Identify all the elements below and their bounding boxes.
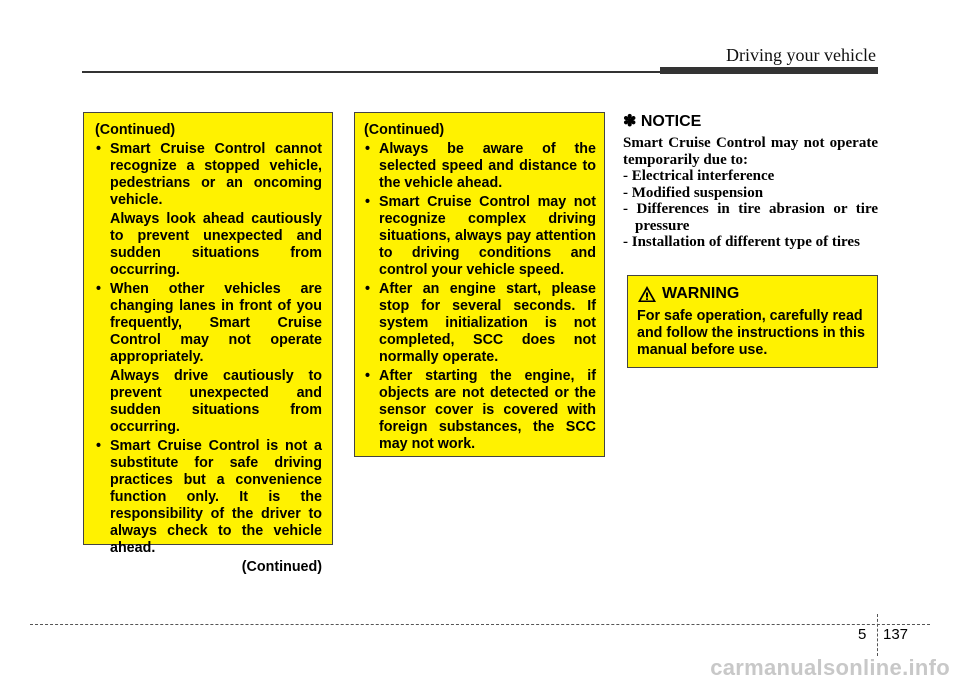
- warning-triangle-icon: [637, 285, 657, 303]
- list-item: - Differences in tire abrasion or tire pressure: [623, 201, 878, 234]
- list-item: - Installation of different type of tires: [623, 234, 860, 250]
- warning-title: WARNING: [662, 285, 740, 302]
- warning-box: [627, 275, 878, 368]
- chapter-number: 5: [858, 626, 867, 643]
- paragraph: • Smart Cruise Control cannot recognize a stopped vehicle, pedestrians or an oncoming vehicle.: [110, 141, 322, 208]
- paragraph: • Always be aware of the selected speed and distance to the vehicle ahead.: [379, 141, 596, 191]
- list-item: [364, 368, 596, 453]
- page-header-title: Driving your vehicle: [726, 45, 876, 65]
- notice-body: [623, 135, 878, 251]
- list-item: [95, 438, 322, 557]
- continued-label: (Continued): [241, 559, 322, 575]
- continued-label: (Continued): [364, 122, 445, 138]
- list-item: - Modified suspension: [623, 184, 764, 201]
- paragraph: • Smart Cruise Control is not a substitute for safe driving practices but a convenience function only. It is the responsibility of the driver to always check to the vehicle ahead.: [110, 438, 322, 556]
- notice-section: [623, 111, 878, 251]
- caution-panel-middle: [354, 112, 605, 457]
- notice-title: ✽ NOTICE: [623, 113, 702, 130]
- list-item: [95, 141, 322, 279]
- footer-divider: [877, 614, 878, 656]
- list-item: [364, 281, 596, 366]
- list-item: - Electrical interference: [623, 168, 775, 184]
- paragraph: Always look ahead cautiously to prevent unexpected and sudden situations from occurring.: [110, 211, 322, 278]
- header-bar: [660, 67, 878, 74]
- paragraph: • After an engine start, please stop for several seconds. If system initialization is not completed, SCC does not normally operate.: [379, 281, 596, 365]
- caution-panel-left: [83, 112, 333, 575]
- bullet-list: [364, 141, 596, 453]
- continued-label: (Continued): [95, 122, 176, 138]
- page-number: 137: [883, 626, 909, 643]
- warning-header: [637, 285, 869, 303]
- list-item: [95, 281, 322, 436]
- paragraph: • When other vehicles are changing lanes in front of you frequently, Smart Cruise Control may not operate appropriately.: [110, 281, 322, 365]
- list-item: [364, 194, 596, 279]
- warning-text: For safe operation, carefully read and follow the instructions in this manual before use.: [637, 308, 865, 358]
- paragraph: • Smart Cruise Control may not recognize complex driving situations, always pay attention to driving conditions and control your vehicle speed.: [379, 194, 596, 278]
- watermark: carmanualsonline.info: [710, 655, 950, 680]
- notice-intro: Smart Cruise Control may not operate temporarily due to:: [623, 135, 878, 168]
- bullet-list: [95, 141, 322, 557]
- header-rule: [82, 71, 660, 73]
- paragraph: Always drive cautiously to prevent unexpected and sudden situations from occurring.: [110, 368, 322, 435]
- footer-rule: [30, 624, 930, 625]
- paragraph: • After starting the engine, if objects are not detected or the sensor cover is covered with foreign substances, the SCC may not work.: [379, 368, 596, 452]
- list-item: [364, 141, 596, 192]
